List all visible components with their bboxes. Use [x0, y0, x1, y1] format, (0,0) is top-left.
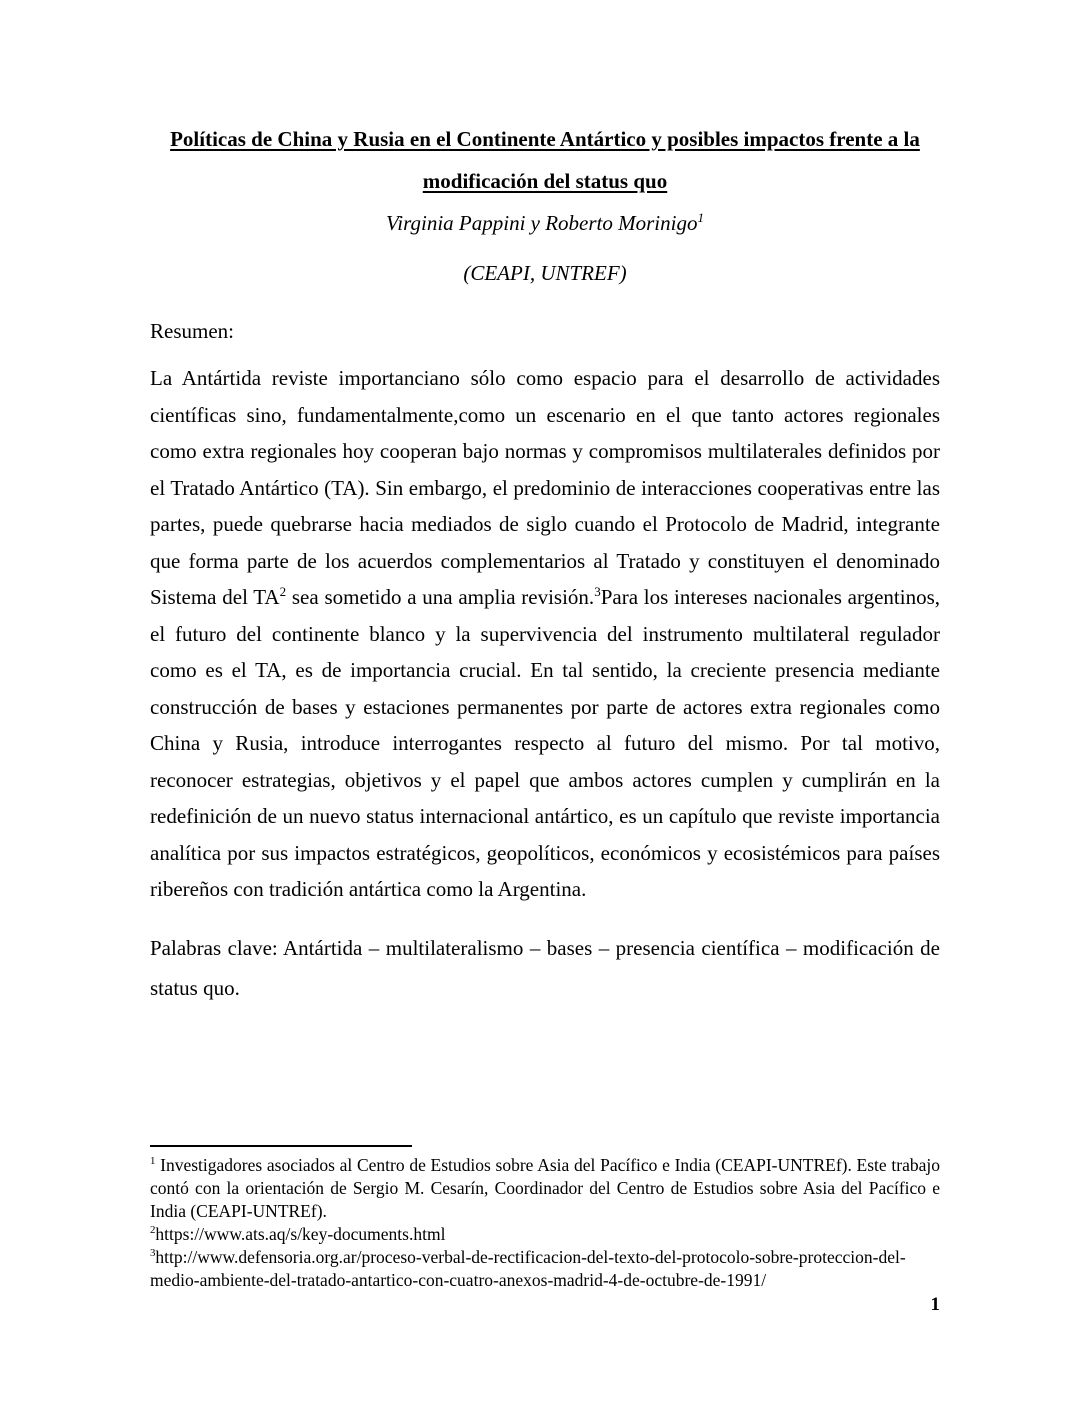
affiliation-line: (CEAPI, UNTREF) [463, 261, 627, 285]
footnote-ref: 2 [279, 584, 287, 599]
footnote-item [150, 1154, 940, 1223]
footnote-marker: 2 [150, 1224, 156, 1237]
footnote-ref: 1 [697, 210, 704, 225]
page-number: 1 [930, 1294, 940, 1315]
footnote-item [150, 1246, 940, 1292]
footnote-item [150, 1223, 940, 1246]
footnote-separator [150, 1145, 412, 1147]
document-title: Políticas de China y Rusia en el Continente Antártico y posibles impactos frente a la modificación del status quo [170, 127, 920, 193]
footnote-ref: 3 [594, 584, 601, 599]
keywords-paragraph: Palabras clave: Antártida – multilateralismo – bases – presencia científica – modificación de status quo. [150, 935, 940, 1000]
footnote-text: https://www.ats.aq/s/key-documents.html [155, 1224, 446, 1244]
authors-line: Virginia Pappini y Roberto Morinigo$^1$ [386, 210, 704, 235]
footnotes-section [150, 1145, 940, 1292]
footnote-marker: 3 [150, 1247, 156, 1260]
abstract-label: Resumen: [150, 319, 234, 343]
abstract-paragraph: La Antártida reviste importanciano sólo como espacio para el desarrollo de actividades científicas sino, fundamentalmente,como un escenario en el que tanto actores regionales como extra regionales hoy cooperan bajo normas y compromisos multilaterales definidos por el Tratado Antártico (TA). Sin embargo, el predominio de interacciones cooperativas entre las partes, puede quebrarse hacia mediados de siglo cuando el Protocolo de Madrid, integrante que forma parte de los acuerdos complementarios al Tratado y constituyen el denominado Sistema del $TA^2$ sea sometido a una amplia revisión.$^3$Para los intereses nacionales argentinos, el futuro del continente blanco y la supervivencia del instrumento multilateral regulador como es el TA, es de importancia crucial. En tal sentido, la creciente presencia mediante construcción de bases y estaciones permanentes por parte de actores extra regionales como China y Rusia, introduce interrogantes respecto al futuro del mismo. Por tal motivo, reconocer estrategias, objetivos y el papel que ambos actores cumplen y cumplirán en la redefinición de un nuevo status internacional antártico, es un capítulo que reviste importancia analítica por sus impactos estratégicos, geopolíticos, económicos y ecosistémicos para países ribereños con tradición antártica como la Argentina. [150, 366, 940, 901]
footnote-marker: 1 [150, 1155, 156, 1168]
footnote-text: http://www.defensoria.org.ar/proceso-verbal-de-rectificacion-del-texto-del-protocolo-sobre-proteccion-del-medio-ambiente-del-tratado-antartico-con-cuatro-anexos-madrid-4-de-octubre-de-1991/ [150, 1247, 906, 1290]
footnote-text: Investigadores asociados al Centro de Estudios sobre Asia del Pacífico e India (CEAPI-UNTREf). Este trabajo contó con la orientación de Sergio M. Cesarín, Coordinador del Centro de Estudios sobre Asia del Pacífico e India (CEAPI-UNTREf). [150, 1155, 940, 1221]
